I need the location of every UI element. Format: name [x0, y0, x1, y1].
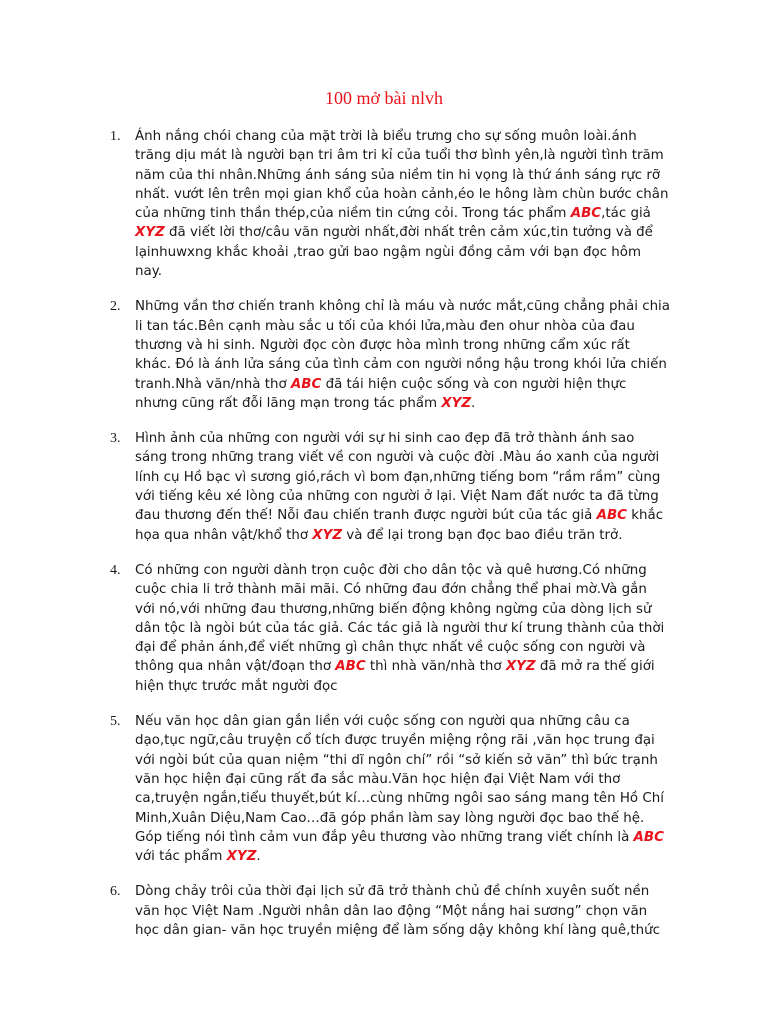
paragraph-text: và để lại trong bạn đọc bao điều trăn trở.	[342, 527, 623, 543]
highlighted-placeholder: XYZ	[226, 849, 257, 865]
document-title: 100 mở bài nlvh	[324, 88, 443, 108]
list-item	[108, 127, 670, 281]
list-item-number: 4.	[110, 562, 121, 578]
list-item	[108, 297, 670, 413]
paragraph-text: thì nhà văn/nhà thơ	[365, 659, 506, 675]
paragraph-text: đã tái hiện cuộc sống và con người hiện thực nhưng cũng rất đỗi lãng mạn trong tác phẩm	[135, 376, 627, 411]
paragraph-text: với tác phẩm	[135, 849, 227, 865]
list-item-number: 5.	[110, 714, 121, 730]
paragraph-text: ,tác giả	[601, 206, 651, 222]
paragraph-text: đã mở ra thế giới hiện thực trước mắt người đọc	[135, 659, 655, 694]
highlighted-placeholder: ABC	[633, 829, 664, 845]
paragraph-text: Hình ảnh của những con người với sự hi sinh cao đẹp đã trở thành ánh sao sáng trong những trang viết về con người và cuộc đời .Màu áo xanh của người lính cụ Hồ bạc vì sương gió,rách vì bom đạn,những tiếng bom “rầm rầm” cùng với tiếng kêu xé lòng của những con người ở lại. Việt Nam đất nước ta đã từng đau thương đến thế! Nỗi đau chiến tranh được người bút của tác giả	[135, 431, 661, 524]
list-item-number: 3.	[110, 431, 121, 447]
highlighted-placeholder: ABC	[335, 659, 366, 675]
paragraph-text: Nếu văn học dân gian gắn liền với cuộc sống con người qua những câu ca dạo,tục ngữ,câu truyện cổ tích được truyền miệng rộng rãi ,văn học trung đại với ngòi bút của quan niệm “thi dĩ ngôn chí” rồi “sở kiến sở văn” thì bức trạnh văn học hiện đại cũng rất đa sắc màu.Văn học hiện đại Việt Nam với thơ ca,truyện ngắn,tiểu thuyết,bút kí…cùng những ngôi sao sáng mang tên Hồ Chí Minh,Xuân Diệu,Nam Cao…đã góp phần làm say lòng người đọc bao thế hệ. Góp tiếng nói tình cảm vun đắp yêu thương vào những trang viết chính là	[135, 714, 664, 845]
highlighted-placeholder: ABC	[570, 206, 602, 222]
list-item	[108, 429, 670, 545]
paragraph-text: .	[471, 395, 476, 411]
highlighted-placeholder: XYZ	[135, 225, 165, 241]
list-item	[108, 712, 670, 866]
paragraph-text: Những vần thơ chiến tranh không chỉ là máu và nước mắt,cũng chẳng phải chia li tan tác.Bên cạnh màu sắc u tối của khói lửa,màu đen ohur nhòa của đau thương và hi sinh. Người đọc còn được hòa mình trong những cẩm xúc rất khác. Đó là ánh lửa sáng của tình cảm con người nồng hậu trong khói lửa chiến tranh.Nhà văn/nhà thơ	[135, 299, 670, 392]
highlighted-placeholder: ABC	[290, 376, 322, 392]
list-item	[108, 882, 670, 940]
highlighted-placeholder: ABC	[596, 508, 627, 524]
list-item	[108, 561, 670, 696]
highlighted-placeholder: XYZ	[441, 395, 472, 411]
numbered-list	[108, 127, 670, 956]
highlighted-placeholder: XYZ	[505, 659, 536, 675]
paragraph-text: Ánh nắng chói chang của mặt trời là biểu trưng cho sự sống muôn loài.ánh trăng dịu mát là người bạn tri âm tri kỉ của tuổi thơ bình yên,là người tình trăm năm của thi nhân.Những ánh sáng sủa niềm tin hi vọng là thứ ánh sáng rực rỡ nhất. vướt lên trên mọi gian khổ của hoàn cảnh,éo le hông làm chùn bước chân của những tinh thần thép,của niềm tin cứng cỏi. Trong tác phẩm	[135, 129, 669, 222]
paragraph-text: Dòng chảy trôi của thời đại lịch sử đã trở thành chủ đề chính xuyên suốt nền văn học Việt Nam .Người nhân dân lao động “Một nắng hai sương” chọn văn học dân gian- văn học truyền miệng để làm sống dậy không khí làng quê,thức	[135, 884, 660, 938]
list-item-number: 1.	[110, 129, 121, 144]
list-item-number: 6.	[110, 884, 121, 900]
highlighted-placeholder: XYZ	[312, 527, 343, 543]
list-item-number: 2.	[110, 299, 121, 315]
paragraph-text: khắc họa qua nhân vật/khổ thơ	[135, 508, 664, 543]
paragraph-text: Có những con người dành trọn cuộc đời cho dân tộc và quê hương.Có những cuộc chia li trở thành mãi mãi. Có những đau đớn chẳng thể phai mờ.Và gắn với nó,với những đau thương,những biến động không ngừng của dòng lịch sử dân tộc là ngòi bút của tác giả. Các tác giả là người thư kí trung thành của thời đại để phản ánh,để viết những gì chân thực nhất về cuộc sống con người và thông qua nhân vật/đoạn thơ	[135, 562, 665, 675]
paragraph-text: đã viết lời thơ/câu văn người nhất,đời nhất trên cảm xúc,tin tưởng và để lạinhuwxng khắc khoải ,trao gửi bao ngậm ngùi đồng cảm với bạn đọc hôm nay.	[135, 225, 653, 280]
paragraph-text: .	[256, 849, 261, 865]
